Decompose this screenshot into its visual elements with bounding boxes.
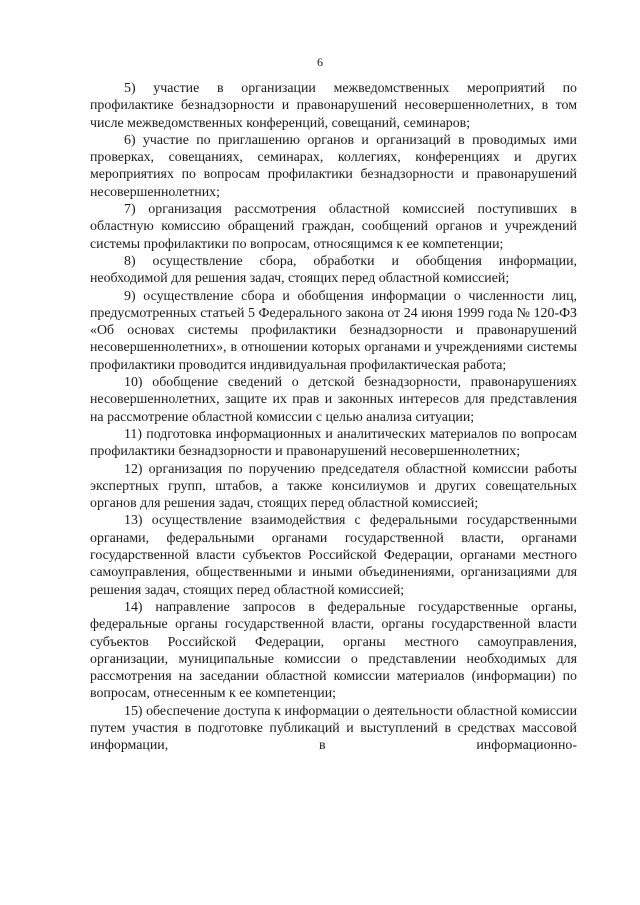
paragraph-item-6: 6) участие по приглашению органов и организаций в проводимых ими проверках, совещаниях, семинарах, коллегиях, конференциях и других мероприятиях по вопросам профилактики безнадзорности и правонарушений несовершеннолетних; [90, 132, 577, 200]
paragraph-item-7: 7) организация рассмотрения областной комиссией поступивших в областную комиссию обращений граждан, сообщений органов и учреждений системы профилактики по вопросам, относящимся к ее компетенции; [90, 202, 577, 252]
paragraph-item-8: 8) осуществление сбора, обработки и обобщения информации, необходимой для решения задач, стоящих перед областной комиссией; [90, 253, 577, 287]
paragraph-item-10: 10) обобщение сведений о детской безнадзорности, правонарушениях несовершеннолетних, защите их прав и законных интересов для представления на рассмотрение областной комиссии с целью анализа ситуации; [90, 375, 577, 425]
document-body [90, 80, 577, 755]
paragraph-item-13: 13) осуществление взаимодействия с федеральными государственными органами, федеральными органами государственной власти, органами государственной власти субъектов Российской Федерации, органами местного самоуправления, общественными и иными объединениями, организациями для решения задач, стоящих перед областной комиссией; [90, 513, 577, 598]
paragraph-item-11: 11) подготовка информационных и аналитических материалов по вопросам профилактики безнадзорности и правонарушений несовершеннолетних; [90, 426, 577, 460]
paragraph-item-9: 9) осуществление сбора и обобщения информации о численности лиц, предусмотренных статьей 5 Федерального закона от 24 июня 1999 года № 120-ФЗ «Об основах системы профилактики безнадзорности и правонарушений несовершеннолетних», в отношении которых органами и учреждениями системы профилактики проводится индивидуальная профилактическая работа; [90, 288, 577, 373]
paragraph-item-12: 12) организация по поручению председателя областной комиссии работы экспертных групп, штабов, а также консилиумов и других совещательных органов для решения задач, стоящих перед областной комиссией; [90, 461, 577, 512]
paragraph-item-15: 15) обеспечение доступа к информации о деятельности областной комиссии путем участия в подготовке публикаций и выступлений в средствах массовой информации, в информационно- [90, 703, 577, 754]
paragraph-item-14: 14) направление запросов в федеральные государственные органы, федеральные органы государственной власти, органы государственной власти субъектов Российской Федерации, органы местного самоуправления, организации, муниципальные комиссии о представлении необходимых для рассмотрения на заседании областной комиссии материалов (информации) по вопросам, отнесенным к ее компетенции; [90, 599, 577, 702]
paragraph-item-5: 5) участие в организации межведомственных мероприятий по профилактике безнадзорности и правонарушений несовершеннолетних, в том числе межведомственных конференций, совещаний, семинаров; [90, 81, 577, 131]
page-number: 6 [317, 55, 323, 69]
